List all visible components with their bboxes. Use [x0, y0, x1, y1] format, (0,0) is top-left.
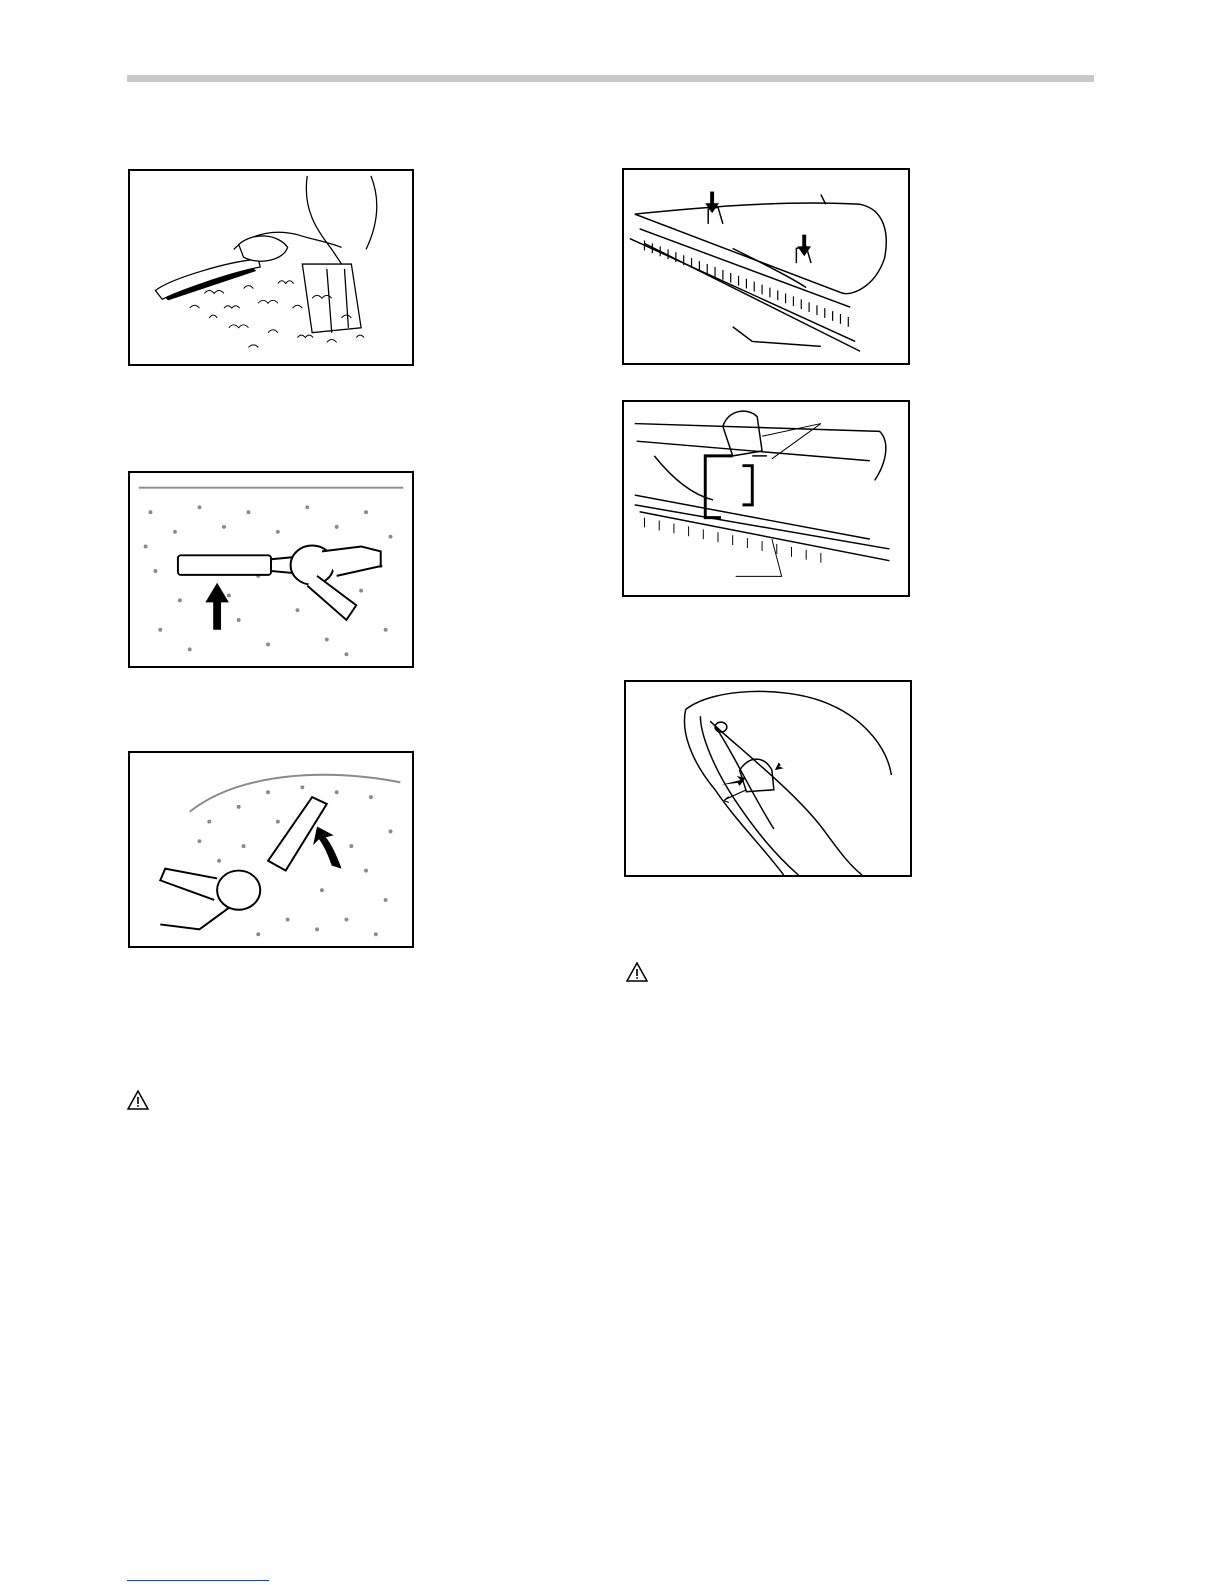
figure-hedge-cutting-upward: [128, 471, 414, 668]
blade-cover-attachment-illustration: [624, 170, 908, 363]
figure-hedge-trimming-top: [128, 169, 414, 366]
header-rule: [127, 75, 1094, 82]
figure-blade-cover-clip-detail: [622, 400, 910, 597]
hedge-cutting-upward-illustration: [130, 473, 412, 666]
clip-release-illustration: [626, 682, 910, 875]
warning-triangle-icon: [127, 1090, 149, 1110]
figure-hedge-cutting-arc: [128, 751, 414, 948]
warning-triangle-icon: [626, 962, 648, 982]
hedge-trimming-top-illustration: [130, 171, 412, 364]
blade-cover-clip-detail-illustration: [624, 402, 908, 595]
figure-blade-cover-attachment: [622, 168, 910, 365]
figure-clip-release: [624, 680, 912, 877]
footer-rule: [127, 1580, 269, 1581]
hedge-cutting-arc-illustration: [130, 753, 412, 946]
